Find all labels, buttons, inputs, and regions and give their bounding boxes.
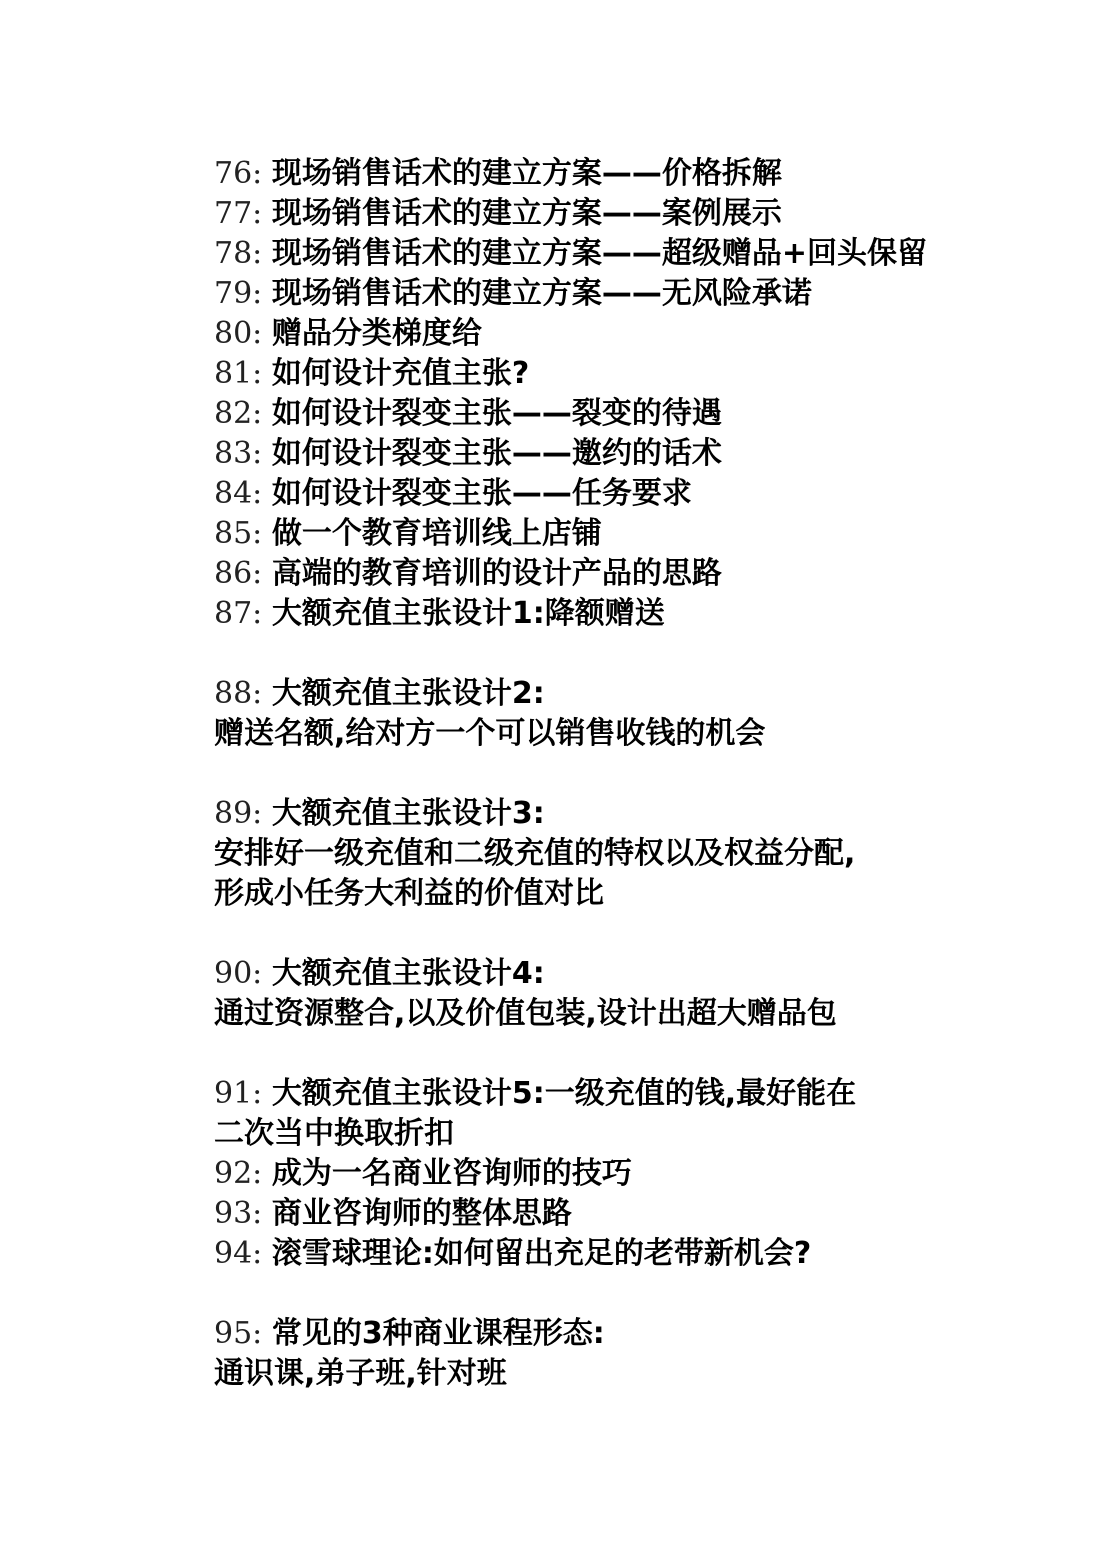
item-number: 84: <box>214 476 263 511</box>
item-number: 83: <box>214 436 263 471</box>
item-text: 如何设计充值主张? <box>271 356 530 391</box>
item-number: 93: <box>214 1196 263 1231</box>
item-text: 如何设计裂变主张——任务要求 <box>271 476 692 511</box>
item-number: 85: <box>214 516 263 551</box>
item-number: 80: <box>214 316 263 351</box>
list-item <box>214 1074 1074 1114</box>
item-number: 91: <box>214 1076 263 1111</box>
list-item <box>214 594 1074 634</box>
list-item <box>214 1234 1074 1274</box>
list-item <box>214 314 1074 354</box>
list-item <box>214 274 1074 314</box>
list-item <box>214 1154 1074 1194</box>
item-text: 赠送名额,给对方一个可以销售收钱的机会 <box>214 716 766 751</box>
item-continuation <box>214 874 1074 914</box>
item-number: 79: <box>214 276 263 311</box>
item-number: 95: <box>214 1316 263 1351</box>
item-number: 82: <box>214 396 263 431</box>
spacer <box>214 1274 1074 1314</box>
item-text: 现场销售话术的建立方案——案例展示 <box>271 196 782 231</box>
spacer <box>214 634 1074 674</box>
list-item <box>214 674 1074 714</box>
item-number: 76: <box>214 156 263 191</box>
item-text: 做一个教育培训线上店铺 <box>271 516 602 551</box>
item-text: 安排好一级充值和二级充值的特权以及权益分配, <box>214 836 856 871</box>
list-item <box>214 354 1074 394</box>
item-continuation <box>214 1114 1074 1154</box>
item-text: 形成小任务大利益的价值对比 <box>214 876 604 911</box>
item-number: 88: <box>214 676 263 711</box>
spacer <box>214 754 1074 794</box>
item-text: 大额充值主张设计2: <box>271 676 545 711</box>
item-text: 赠品分类梯度给 <box>271 316 482 351</box>
item-text: 二次当中换取折扣 <box>214 1116 454 1151</box>
list-item <box>214 434 1074 474</box>
list-item <box>214 514 1074 554</box>
item-number: 78: <box>214 236 263 271</box>
document-body <box>214 154 1074 1394</box>
item-text: 如何设计裂变主张——裂变的待遇 <box>271 396 722 431</box>
item-continuation <box>214 1354 1074 1394</box>
spacer <box>214 914 1074 954</box>
item-text: 大额充值主张设计5:一级充值的钱,最好能在 <box>271 1076 857 1111</box>
item-number: 86: <box>214 556 263 591</box>
item-number: 89: <box>214 796 263 831</box>
item-text: 通识课,弟子班,针对班 <box>214 1356 507 1391</box>
list-item <box>214 194 1074 234</box>
item-continuation <box>214 834 1074 874</box>
list-item <box>214 794 1074 834</box>
item-number: 87: <box>214 596 263 631</box>
item-text: 现场销售话术的建立方案——超级赠品+回头保留 <box>271 236 927 271</box>
item-number: 92: <box>214 1156 263 1191</box>
item-number: 77: <box>214 196 263 231</box>
item-continuation <box>214 714 1074 754</box>
list-item <box>214 1194 1074 1234</box>
item-number: 81: <box>214 356 263 391</box>
item-text: 大额充值主张设计4: <box>271 956 545 991</box>
item-text: 现场销售话术的建立方案——无风险承诺 <box>271 276 812 311</box>
item-continuation <box>214 994 1074 1034</box>
item-text: 常见的3种商业课程形态: <box>271 1316 605 1351</box>
item-text: 现场销售话术的建立方案——价格拆解 <box>271 156 782 191</box>
item-number: 94: <box>214 1236 263 1271</box>
item-text: 大额充值主张设计3: <box>271 796 545 831</box>
item-text: 商业咨询师的整体思路 <box>271 1196 572 1231</box>
list-item <box>214 954 1074 994</box>
item-text: 大额充值主张设计1:降额赠送 <box>271 596 665 631</box>
item-text: 成为一名商业咨询师的技巧 <box>271 1156 632 1191</box>
list-item <box>214 154 1074 194</box>
spacer <box>214 1034 1074 1074</box>
item-text: 滚雪球理论:如何留出充足的老带新机会? <box>271 1236 812 1271</box>
item-text: 如何设计裂变主张——邀约的话术 <box>271 436 722 471</box>
item-text: 高端的教育培训的设计产品的思路 <box>271 556 722 591</box>
list-item <box>214 554 1074 594</box>
list-item <box>214 234 1074 274</box>
item-text: 通过资源整合,以及价值包装,设计出超大赠品包 <box>214 996 837 1031</box>
list-item <box>214 394 1074 434</box>
item-number: 90: <box>214 956 263 991</box>
list-item <box>214 1314 1074 1354</box>
list-item <box>214 474 1074 514</box>
